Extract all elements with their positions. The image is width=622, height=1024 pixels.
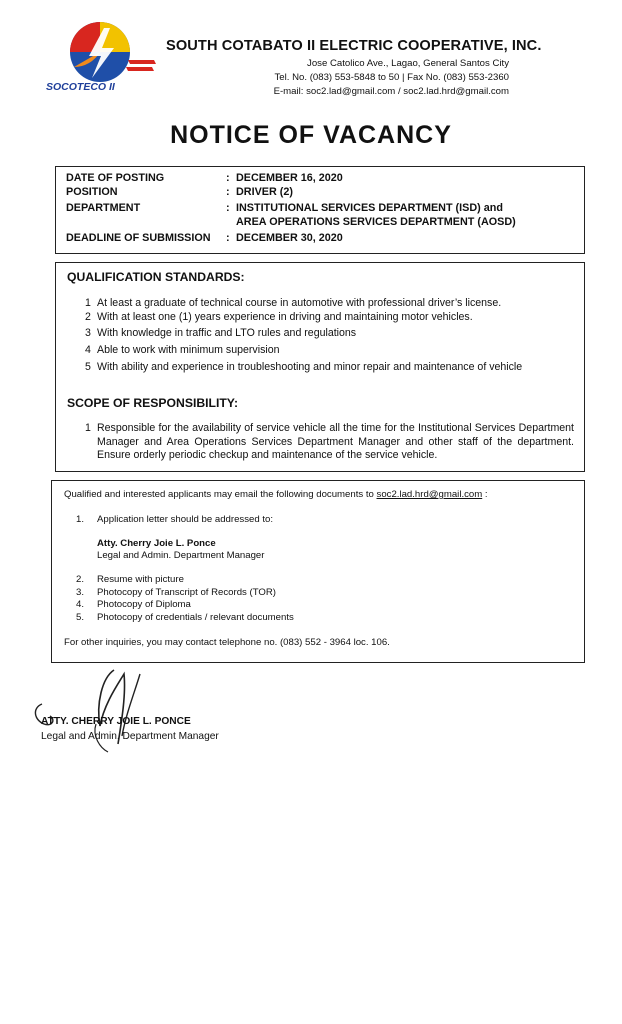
application-item: Application letter should be addressed to: [97, 514, 273, 525]
qualification-item: Able to work with minimum supervision [97, 344, 280, 356]
qualification-item: With knowledge in traffic and LTO rules and regulations [97, 327, 357, 339]
date-of-posting-label: DATE OF POSTING [66, 172, 165, 184]
application-item: Resume with picture [97, 574, 184, 585]
logo-text: SOCOTECO II [46, 81, 115, 93]
position-label: POSITION [66, 186, 118, 198]
application-item: Photocopy of Transcript of Records (TOR) [97, 587, 276, 598]
responsibility-text: Responsible for the availability of service vehicle all the time for the Institutional Services Department Manager and Area Operations Services Department Manager and other staff of the department. Ensure orderly periodic checkup and maintenance of the service vehicle. [97, 422, 574, 461]
qualification-item: At least a graduate of technical course in automotive with professional driver’s license. [97, 297, 502, 309]
responsibility-heading: SCOPE OF RESPONSIBILITY: [67, 396, 239, 410]
page-title: NOTICE OF VACANCY [170, 121, 452, 149]
qualification-heading: QUALIFICATION STANDARDS: [67, 270, 245, 284]
socoteco-logo [44, 18, 164, 100]
hrd-email-link[interactable]: soc2.lad.hrd@gmail.com [376, 489, 483, 500]
department-value-2: AREA OPERATIONS SERVICES DEPARTMENT (AOSD) [236, 216, 516, 228]
application-num: 3. [76, 587, 85, 598]
application-intro-line [64, 489, 488, 500]
application-num: 2. [76, 574, 85, 585]
org-address: Jose Catolico Ave., Lagao, General Santos City [307, 58, 509, 69]
position-value: DRIVER (2) [236, 186, 293, 198]
qualification-num: 2 [85, 311, 91, 323]
deadline-value: DECEMBER 30, 2020 [236, 232, 343, 244]
qualification-item: With at least one (1) years experience in driving and maintaining motor vehicles. [97, 311, 473, 323]
department-colon: : [226, 202, 230, 214]
application-intro-end: : [482, 489, 488, 500]
department-label: DEPARTMENT [66, 202, 141, 214]
signatory-name: ATTY. CHERRY JOIE L. PONCE [41, 716, 191, 727]
qualification-item: With ability and experience in troubleshooting and minor repair and maintenance of vehicle [97, 361, 523, 373]
deadline-colon: : [226, 232, 230, 244]
signatory-position: Legal and Admin. Department Manager [41, 731, 219, 742]
qualification-num: 1 [85, 297, 91, 309]
responsibility-num: 1 [85, 422, 91, 434]
application-num: 1. [76, 514, 85, 525]
application-item: Photocopy of credentials / relevant documents [97, 612, 294, 623]
application-intro: Qualified and interested applicants may email the following documents to [64, 489, 374, 500]
position-colon: : [226, 186, 230, 198]
deadline-label: DEADLINE OF SUBMISSION [66, 232, 211, 244]
qualification-num: 4 [85, 344, 91, 356]
addressee-position: Legal and Admin. Department Manager [97, 550, 265, 561]
application-num: 4. [76, 599, 85, 610]
date-of-posting-value: DECEMBER 16, 2020 [236, 172, 343, 184]
org-telephone: Tel. No. (083) 553-5848 to 50 | Fax No. (083) 553-2360 [274, 72, 509, 83]
date-colon: : [226, 172, 230, 184]
addressee-name: Atty. Cherry Joie L. Ponce [97, 538, 216, 549]
application-box [51, 480, 585, 663]
qualification-num: 3 [85, 327, 91, 339]
application-item: Photocopy of Diploma [97, 599, 191, 610]
department-value-1: INSTITUTIONAL SERVICES DEPARTMENT (ISD) and [236, 202, 503, 214]
org-name: SOUTH COTABATO II ELECTRIC COOPERATIVE, INC. [166, 38, 542, 54]
qualification-num: 5 [85, 361, 91, 373]
inquiries-text: For other inquiries, you may contact telephone no. (083) 552 - 3964 loc. 106. [64, 637, 390, 648]
application-num: 5. [76, 612, 85, 623]
org-email: E-mail: soc2.lad@gmail.com / soc2.lad.hrd@gmail.com [273, 86, 509, 97]
